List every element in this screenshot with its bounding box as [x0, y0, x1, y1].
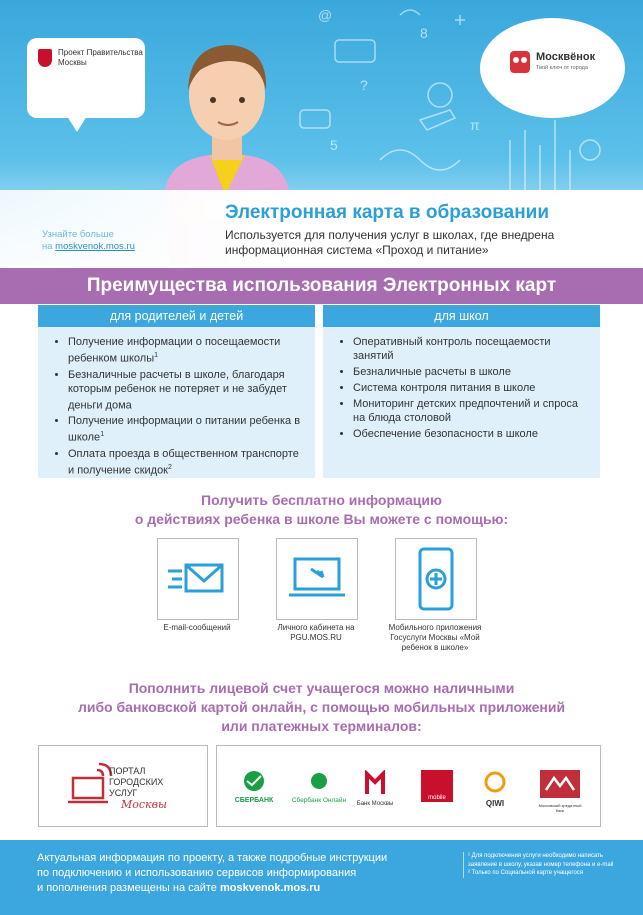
laptop-icon	[277, 539, 357, 619]
moscow-emblem-icon	[38, 49, 52, 67]
info-heading-line1: Получить бесплатно информацию	[201, 492, 442, 508]
qiwi-logo: QIWI	[475, 770, 515, 808]
list-item: • Обеспечение безопасности в школе	[353, 427, 592, 441]
mobile-app-icon	[396, 539, 476, 619]
payment-heading-line1: Пополнить лицевой счет учащегося можно наличными	[128, 680, 515, 696]
sberbank-online-icon	[308, 770, 330, 792]
mkb-icon	[540, 770, 580, 798]
bm-mobile-logo: mobile	[417, 770, 457, 802]
page-subtitle: Используется для получения услуг в школах, где внедрена информационная система «Проход и питание»	[225, 228, 555, 257]
list-item: • Получение информации о питании ребенка в школе$^1$	[68, 414, 307, 445]
svg-text:?: ?	[360, 77, 368, 93]
list-item: • Оплата проезда в общественном транспорте и получение скидок$^2$	[68, 447, 307, 478]
list-item: • Получение информации о посещаемости ребенком школы$^1$	[68, 335, 307, 366]
sberbank-online-logo: Сбербанк Онлайн	[289, 770, 349, 805]
svg-text:8: 8	[420, 25, 428, 41]
list-item: • Мониторинг детских предпочтений и спроса на блюда столовой	[353, 397, 592, 425]
qiwi-icon	[483, 770, 507, 794]
email-channel-label: E-mail-сообщений	[163, 623, 231, 632]
email-icon	[158, 539, 238, 619]
info-heading	[0, 491, 643, 529]
mobile-channel-label: Мобильного приложения Госуслуги Москвы «Мой ребенок в школе»	[388, 623, 482, 652]
footnote-2: ² Только по Социальной карте учащегося	[468, 870, 584, 876]
footer	[0, 840, 643, 915]
mobile-channel-card	[395, 538, 477, 620]
list-item: • Система контроля питания в школе	[353, 381, 592, 395]
brand-name: Москвёнок	[536, 51, 596, 63]
moskvenok-badge	[480, 18, 625, 118]
footer-text: Актуальная информация по проекту, а также подробные инструкции по подключению и использованию сервисов информирования и пополнения размещены на сайте moskvenok.mos.ru	[37, 852, 388, 894]
list-item: • Безналичные расчеты в школе	[353, 365, 592, 379]
moscow-government-badge	[27, 38, 145, 118]
payment-heading-line3: или платежных терминалов:	[221, 718, 422, 734]
learn-more-link[interactable]: moskvenok.mos.ru	[55, 241, 135, 252]
learn-more-on: на	[42, 241, 53, 252]
city-services-portal-logo	[38, 745, 208, 827]
portal-channel-card	[276, 538, 358, 620]
svg-text:π: π	[470, 117, 480, 133]
list-item: • Безналичные расчеты в школе, благодаря которым ребенок не потеряет и не забудет деньги дома	[68, 368, 307, 413]
school-column-title: для школ	[323, 305, 600, 327]
footer-site-link[interactable]: moskvenok.mos.ru	[219, 882, 321, 894]
brand-slogan: Твой ключ от города	[536, 65, 588, 71]
portal-channel-label: Личного кабинета на PGU.MOS.RU	[277, 623, 355, 642]
footnotes	[463, 852, 628, 878]
payment-providers-box	[216, 745, 601, 827]
gov-project-text: Проект Правительства Москвы	[58, 48, 143, 67]
footnote-1: ¹ Для подключения услуги необходимо написать заявление в школу, указав номер телефона и e-mail	[468, 853, 614, 868]
info-heading-line2: о действиях ребенка в школе Вы можете с помощью:	[134, 511, 509, 527]
svg-text:@: @	[318, 7, 333, 23]
school-benefits-list	[323, 335, 600, 441]
sberbank-logo: СБЕРБАНК	[229, 770, 279, 804]
parents-benefits-list	[38, 335, 315, 478]
learn-more-prefix: Узнайте больше	[42, 229, 114, 240]
portal-script-text: Москвы	[121, 798, 167, 811]
bank-of-moscow-icon	[364, 770, 386, 796]
portal-title: ПОРТАЛ ГОРОДСКИХ УСЛУГ	[109, 766, 164, 798]
email-channel-card	[157, 538, 239, 620]
parents-column-title: для родителей и детей	[38, 305, 315, 327]
payment-heading	[0, 679, 643, 736]
owl-logo-icon	[510, 51, 530, 73]
bank-of-moscow-logo: Банк Москвы	[355, 770, 395, 807]
payment-heading-line2: либо банковской картой онлайн, с помощью мобильных приложений	[77, 699, 566, 715]
school-benefits-column	[323, 305, 600, 478]
sberbank-icon	[239, 770, 269, 792]
page-title: Электронная карта в образовании	[225, 202, 550, 223]
benefits-header-bar	[0, 268, 643, 304]
list-item: • Оперативный контроль посещаемости занятий	[353, 335, 592, 363]
svg-text:5: 5	[330, 137, 338, 153]
benefits-heading: Преимущества использования Электронных карт	[86, 275, 557, 296]
parents-benefits-column	[38, 305, 315, 478]
mkb-logo: Московский кредитный банк	[535, 770, 585, 813]
learn-more-block	[42, 229, 135, 253]
